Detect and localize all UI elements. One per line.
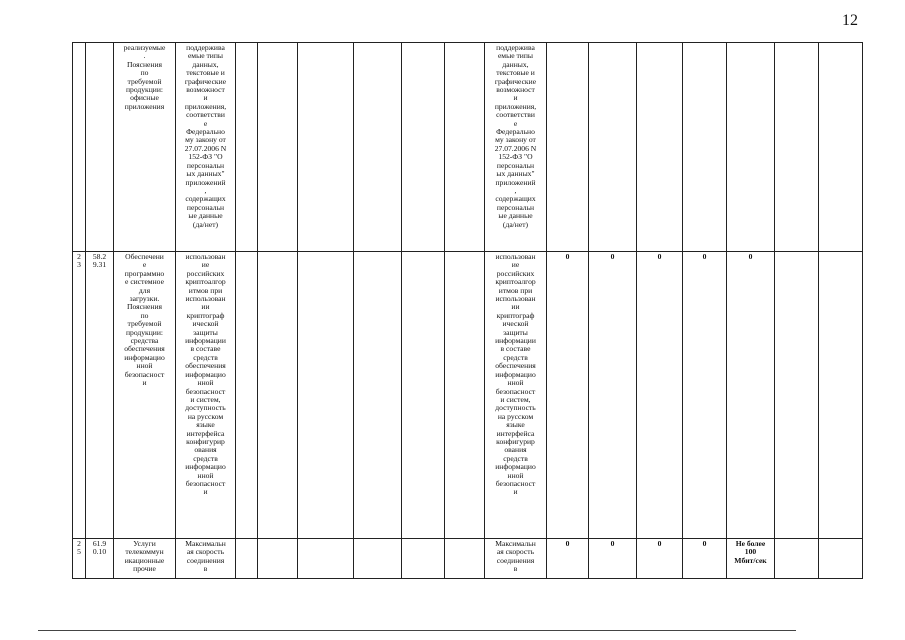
table-row — [73, 43, 863, 252]
empty-cell — [354, 43, 402, 252]
row-number-cell: 2 3 — [73, 252, 86, 539]
row-number-cell: 2 5 — [73, 539, 86, 579]
code-cell: 61.9 0.10 — [86, 539, 114, 579]
value-cell: 0 — [683, 539, 727, 579]
value-cell — [775, 539, 819, 579]
characteristic-repeat-cell: Максимальн ая скорость соединения в — [485, 539, 547, 579]
value-cell: 0 — [637, 539, 683, 579]
empty-cell — [354, 252, 402, 539]
product-name-cell: Услуги телекоммун икационные прочие — [114, 539, 176, 579]
page-number: 12 — [842, 12, 858, 29]
value-cell: 0 — [589, 539, 637, 579]
empty-cell — [298, 43, 354, 252]
characteristic-cell: Максимальн ая скорость соединения в — [176, 539, 236, 579]
value-cell — [637, 43, 683, 252]
bottom-rule — [38, 630, 796, 631]
table-row — [73, 539, 863, 579]
value-cell: 0 — [547, 252, 589, 539]
empty-cell — [819, 252, 863, 539]
characteristic-repeat-cell: использован ие российских криптоалгор итмов при использован ии криптограф ической защиты информации в составе средств обеспечения информацио нной безопасност и систем, доступность на русском языке интерфейса конфигурир ования средств информацио нной безопасност и — [485, 252, 547, 539]
table-row — [73, 252, 863, 539]
empty-cell — [236, 539, 258, 579]
code-cell — [86, 43, 114, 252]
value-cell: 0 — [683, 252, 727, 539]
empty-cell — [258, 539, 298, 579]
value-cell: 0 — [637, 252, 683, 539]
empty-cell — [258, 252, 298, 539]
empty-cell — [819, 539, 863, 579]
value-cell: 0 — [589, 252, 637, 539]
value-cell — [775, 252, 819, 539]
value-cell — [589, 43, 637, 252]
empty-cell — [236, 43, 258, 252]
product-name-cell: Обеспечени е программно е системное для загрузки. Пояснения по требуемой продукции: средства обеспечения информацио нной безопасност и — [114, 252, 176, 539]
characteristic-cell: поддержива емые типы данных, текстовые и графические возможност и приложения, соответстви е Федерально му закону от 27.07.2006 N 152-ФЗ "О персональн ых данных" приложений , содержащих персональн ые данные (да/нет) — [176, 43, 236, 252]
value-cell: 0 — [727, 252, 775, 539]
characteristic-cell: использован ие российских криптоалгор итмов при использован ии криптограф ической защиты информации в составе средств обеспечения информацио нной безопасност и систем, доступность на русском языке интерфейса конфигурир ования средств информацио нной безопасност и — [176, 252, 236, 539]
product-name-cell: реализуемые . Пояснения по требуемой продукции: офисные приложения — [114, 43, 176, 252]
empty-cell — [402, 43, 445, 252]
empty-cell — [354, 539, 402, 579]
empty-cell — [258, 43, 298, 252]
empty-cell — [819, 43, 863, 252]
value-cell — [727, 43, 775, 252]
empty-cell — [445, 539, 485, 579]
empty-cell — [445, 252, 485, 539]
code-cell: 58.2 9.31 — [86, 252, 114, 539]
value-cell — [547, 43, 589, 252]
empty-cell — [298, 252, 354, 539]
empty-cell — [402, 252, 445, 539]
empty-cell — [236, 252, 258, 539]
empty-cell — [445, 43, 485, 252]
empty-cell — [298, 539, 354, 579]
value-cell — [683, 43, 727, 252]
characteristic-repeat-cell: поддержива емые типы данных, текстовые и графические возможност и приложения, соответстви е Федерально му закону от 27.07.2006 N 152-ФЗ "О персональн ых данных" приложений , содержащих персональн ые данные (да/нет) — [485, 43, 547, 252]
empty-cell — [402, 539, 445, 579]
value-cell: Не более 100 Мбит/сек — [727, 539, 775, 579]
value-cell: 0 — [547, 539, 589, 579]
row-number-cell — [73, 43, 86, 252]
value-cell — [775, 43, 819, 252]
requirements-table — [72, 42, 863, 579]
